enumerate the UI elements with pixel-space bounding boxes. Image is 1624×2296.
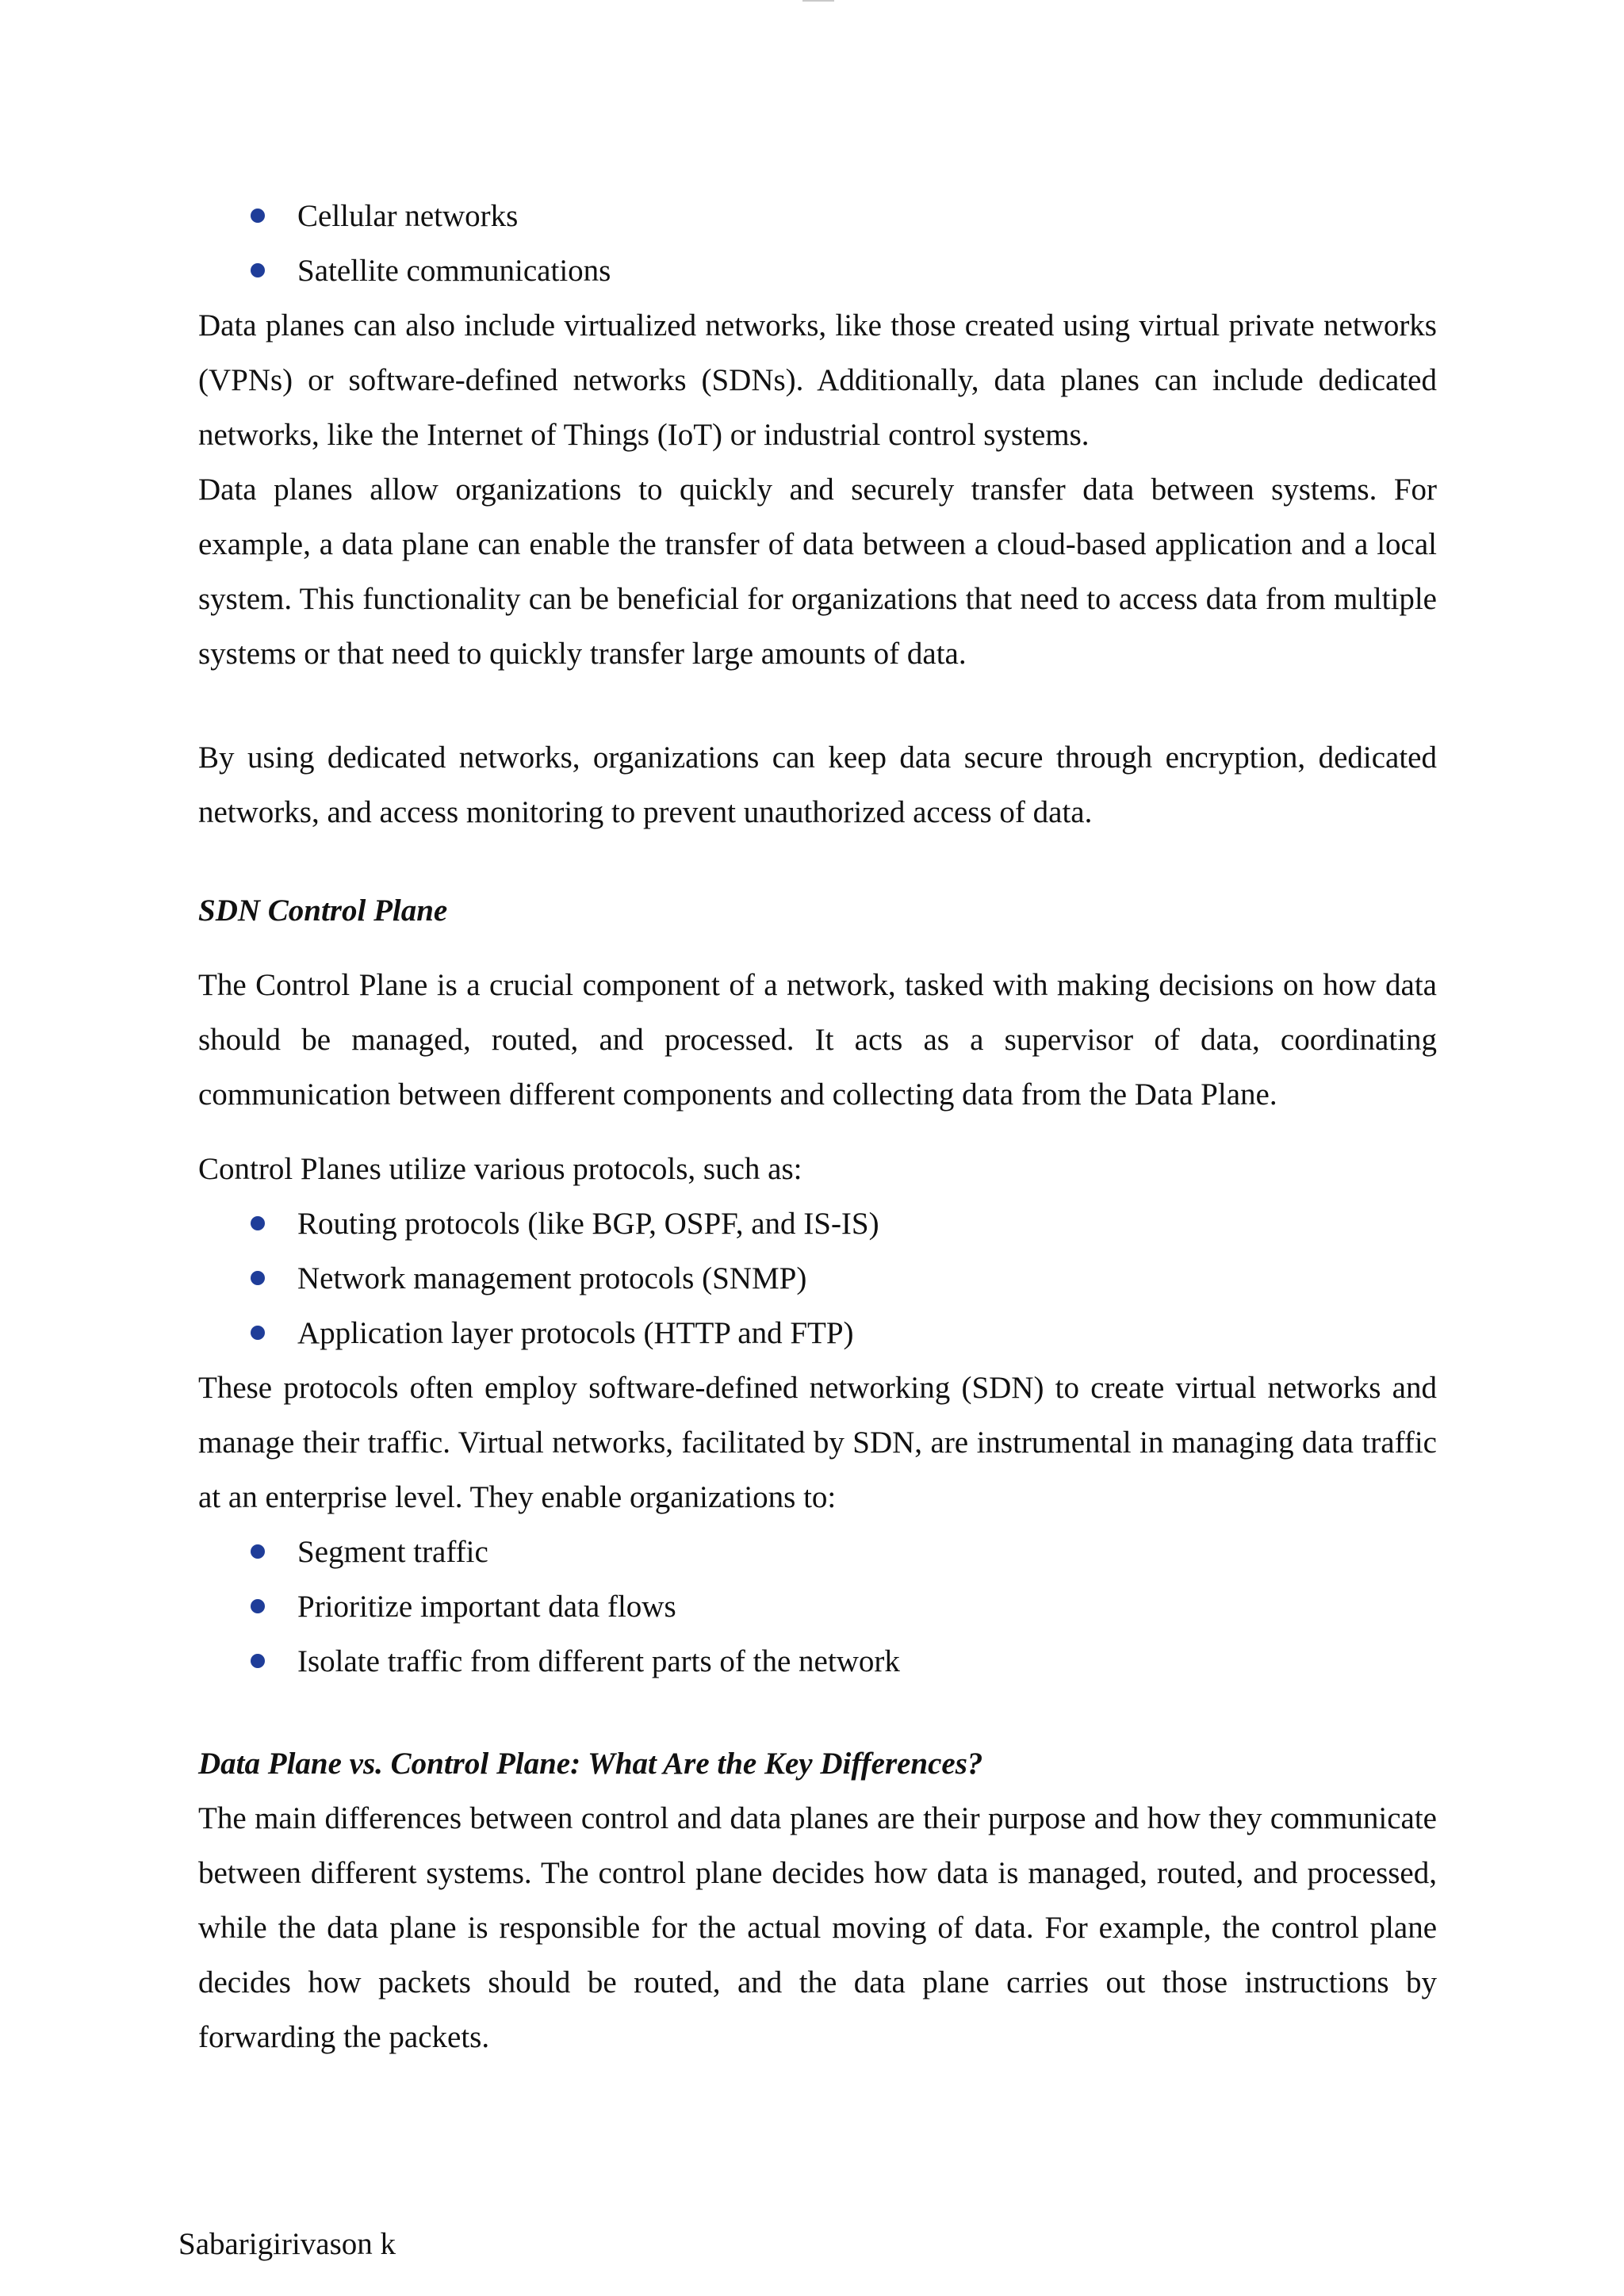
section-heading-sdn-control-plane: SDN Control Plane: [198, 894, 448, 928]
paragraph-sdn-virtual-networks: These protocols often employ software-defined networking (SDN) to create virtual networks and manage their traffic. Virtual networks, facilitated by SDN, are instrumental in managing data traffic at an enterprise level. They enable organizations to:: [198, 1371, 1437, 1514]
list-item-text: Segment traffic: [297, 1535, 488, 1569]
spacer: [198, 1122, 1437, 1142]
section-heading-key-differences: Data Plane vs. Control Plane: What Are the Key Differences?: [198, 1747, 983, 1781]
list-item-text: Cellular networks: [297, 199, 519, 233]
page-footer-author: Sabarigirivason k: [178, 2227, 396, 2261]
list-item-text: Isolate traffic from different parts of the network: [297, 1644, 900, 1678]
list-item-text: Prioritize important data flows: [297, 1590, 676, 1624]
bullet-list-capabilities: [198, 1525, 1437, 1689]
list-item-text: Routing protocols (like BGP, OSPF, and IS-IS): [297, 1207, 879, 1241]
list-item-text: Application layer protocols (HTTP and FTP): [297, 1316, 854, 1350]
list-item: [198, 1579, 1437, 1634]
list-item: [198, 1251, 1437, 1306]
paragraph-protocols-intro: Control Planes utilize various protocols, such as:: [198, 1152, 802, 1186]
spacer: [198, 938, 1437, 958]
paragraph-dedicated-networks: By using dedicated networks, organizations can keep data secure through encryption, dedicated networks, and access monitoring to prevent unauthorized access of data.: [198, 740, 1437, 829]
bullet-icon: [251, 1654, 265, 1668]
bullet-list-networks: [198, 189, 1437, 298]
spacer: [198, 681, 1437, 730]
page-top-mark: [802, 0, 834, 2]
paragraph-virtualized-networks: Data planes can also include virtualized networks, like those created using virtual private networks (VPNs) or software-defined networks (SDNs). Additionally, data planes can include dedicated networks, like the Internet of Things (IoT) or industrial control systems.: [198, 308, 1437, 452]
list-item-text: Network management protocols (SNMP): [297, 1261, 807, 1295]
bullet-icon: [251, 1544, 265, 1559]
bullet-icon: [251, 1271, 265, 1285]
list-item: [198, 1634, 1437, 1689]
list-item: [198, 243, 1437, 298]
spacer: [198, 840, 1437, 883]
list-item: [198, 1525, 1437, 1579]
bullet-icon: [251, 1216, 265, 1230]
list-item: [198, 189, 1437, 243]
bullet-icon: [251, 1599, 265, 1613]
bullet-list-protocols: [198, 1196, 1437, 1360]
spacer: [198, 1689, 1437, 1736]
paragraph-control-plane-intro: The Control Plane is a crucial component of a network, tasked with making decisions on how data should be managed, routed, and processed. It acts as a supervisor of data, coordinating communication between different components and collecting data from the Data Plane.: [198, 968, 1437, 1112]
paragraph-key-differences: The main differences between control and data planes are their purpose and how they communicate between different systems. The control plane decides how data is managed, routed, and processed, while the data plane is responsible for the actual moving of data. For example, the control plane decides how packets should be routed, and the data plane carries out those instructions by forwarding the packets.: [198, 1801, 1437, 2054]
bullet-icon: [251, 1326, 265, 1340]
page-content: [198, 189, 1437, 2064]
list-item-text: Satellite communications: [297, 254, 611, 288]
bullet-icon: [251, 263, 265, 277]
list-item: [198, 1306, 1437, 1360]
paragraph-data-transfer: Data planes allow organizations to quickly and securely transfer data between systems. For example, a data plane can enable the transfer of data between a cloud-based application and a local system. This functionality can be beneficial for organizations that need to access data from multiple systems or that need to quickly transfer large amounts of data.: [198, 473, 1437, 671]
bullet-icon: [251, 209, 265, 223]
list-item: [198, 1196, 1437, 1251]
